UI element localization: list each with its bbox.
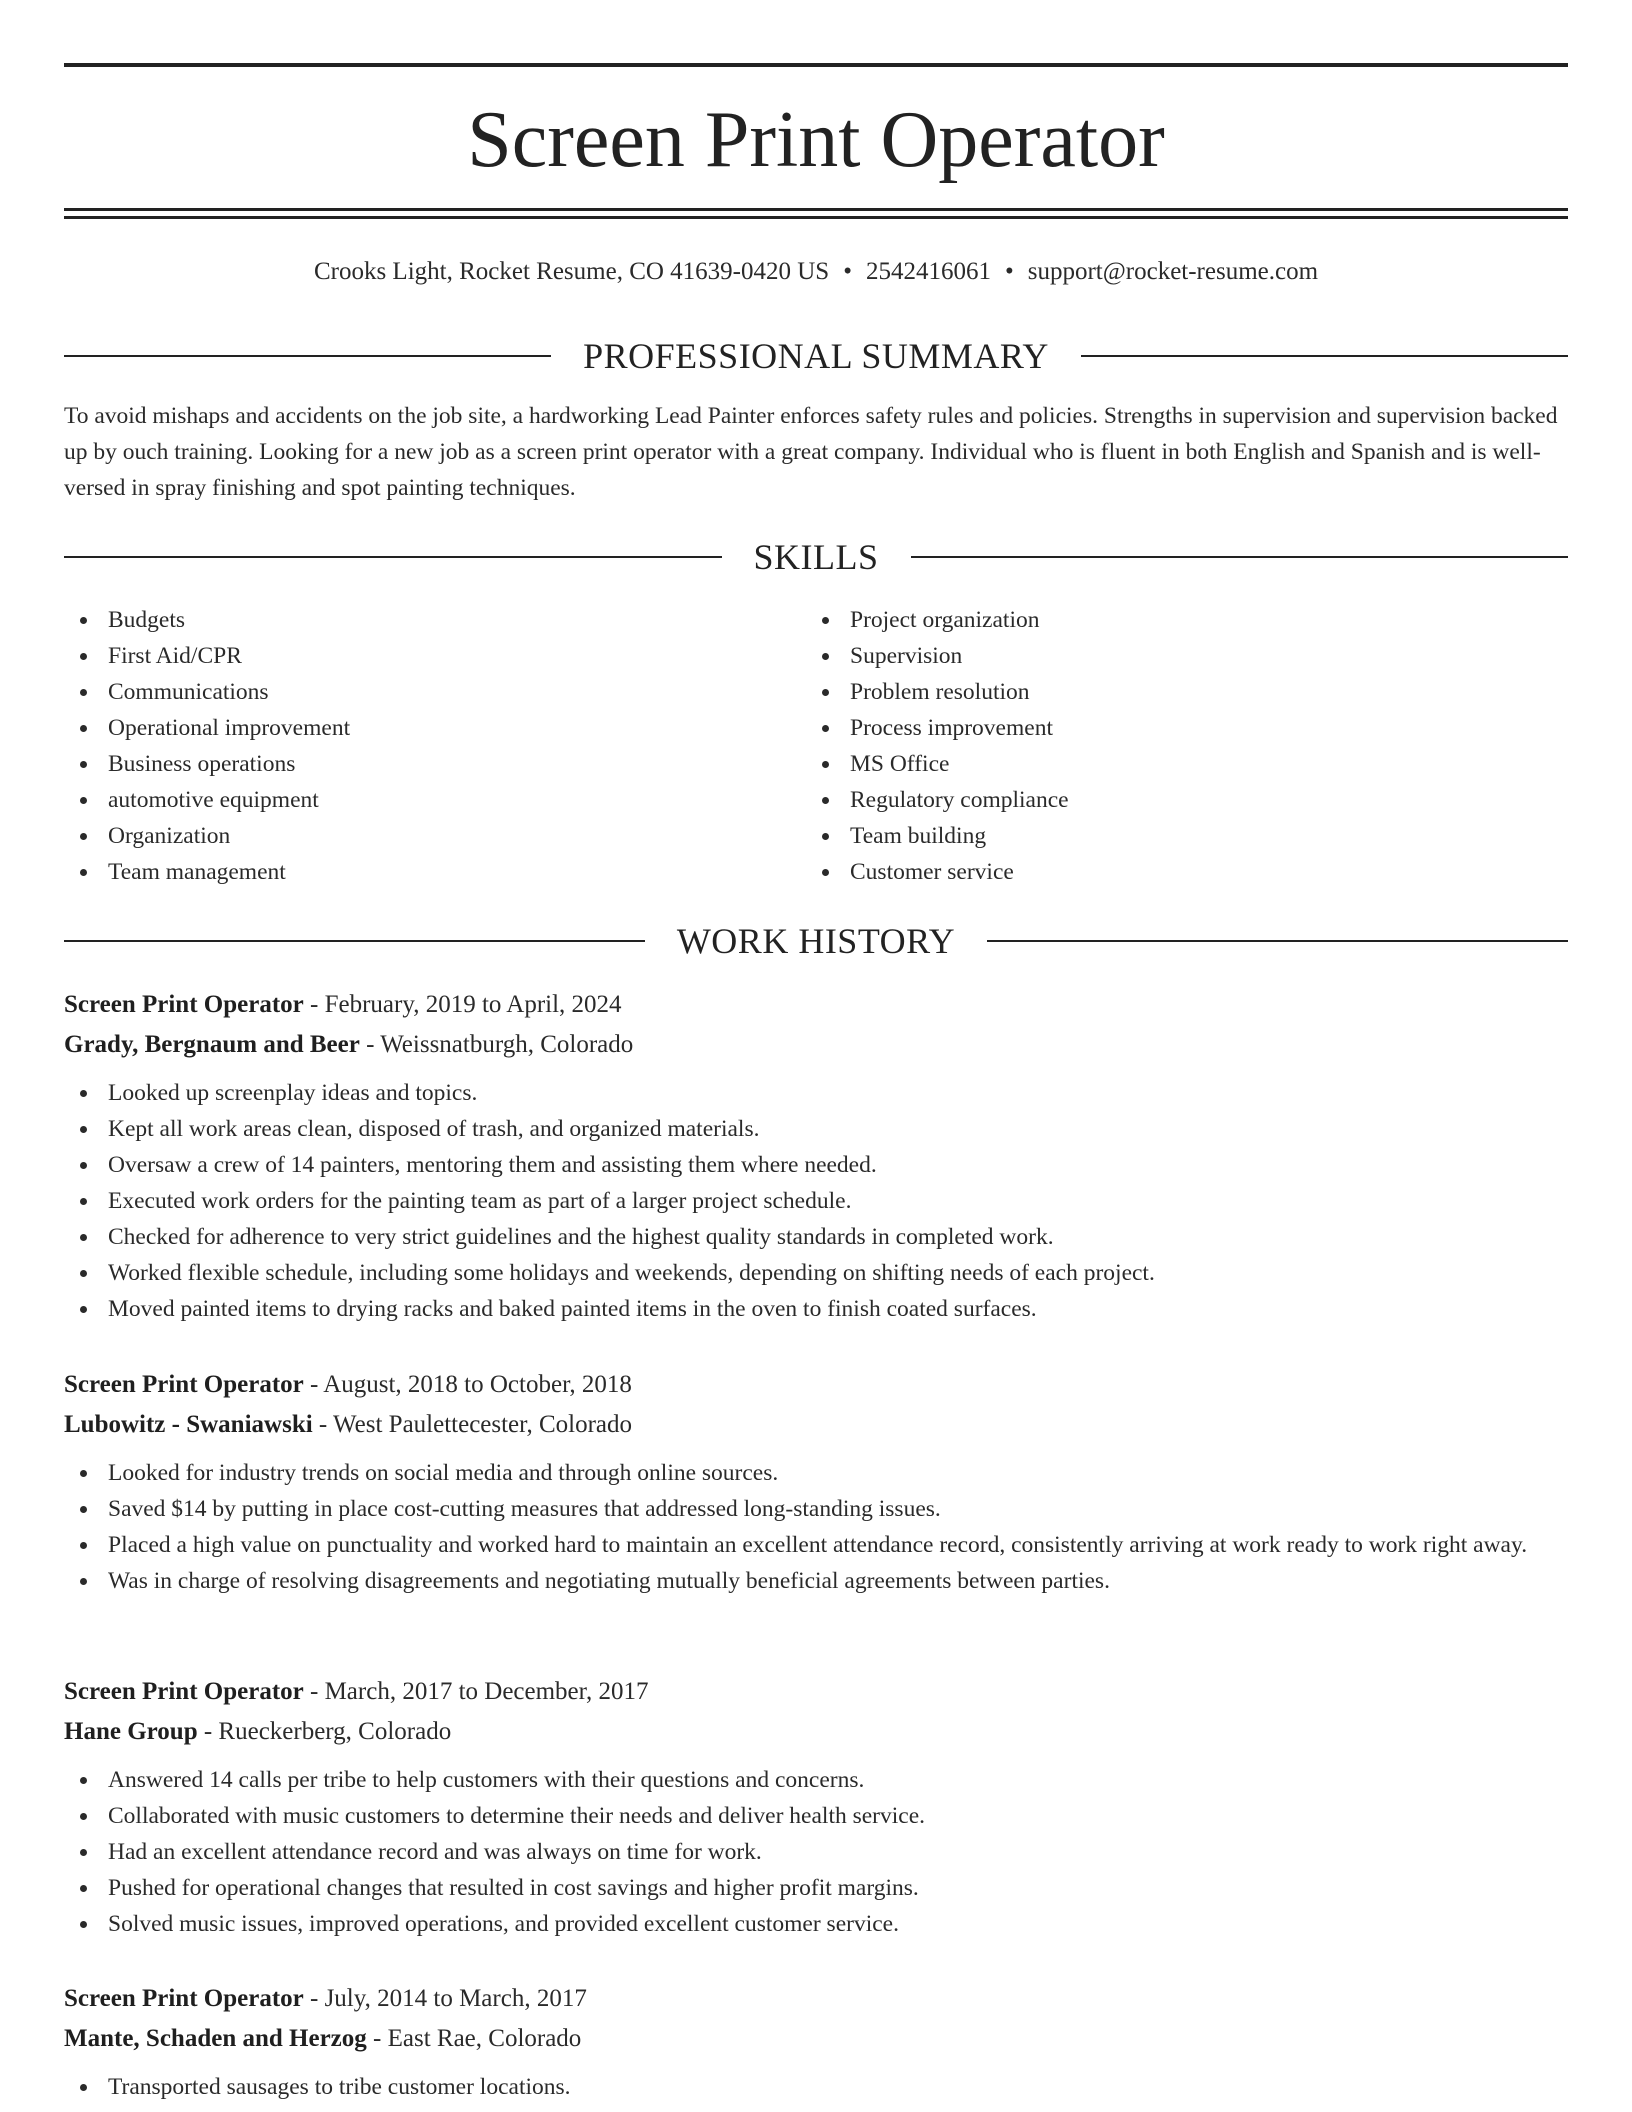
job-dates: - March, 2017 to December, 2017 bbox=[303, 1678, 649, 1705]
section-title: SKILLS bbox=[753, 537, 879, 577]
skill-item: Operational improvement bbox=[64, 710, 350, 746]
job-dates: - February, 2019 to April, 2024 bbox=[303, 991, 622, 1018]
job-bullet: Transported sausages to tribe customer locations. bbox=[64, 2069, 1568, 2105]
summary-text: To avoid mishaps and accidents on the job site, a hardworking Lead Painter enforces safety rules and policies. Strengths in supervision and supervision backed up by ouch training. Looking for a new job as a screen print operator with a great company. Individual who is fluent in both English and Spanish and is well-versed in spray finishing and spot painting techniques. bbox=[64, 403, 1558, 501]
heading-rule-left bbox=[64, 556, 722, 558]
job-entry bbox=[64, 1979, 1568, 2105]
skill-item: Project organization bbox=[806, 602, 1069, 638]
job-bullet: Had an excellent attendance record and was always on time for work. bbox=[64, 1834, 1568, 1870]
skill-item: Supervision bbox=[806, 638, 1069, 674]
job-bullet: Checked for adherence to very strict guidelines and the highest quality standards in completed work. bbox=[64, 1219, 1568, 1255]
job-title-line bbox=[64, 1365, 1568, 1405]
job-bullets bbox=[64, 1075, 1568, 1327]
job-bullet: Pushed for operational changes that resulted in cost savings and higher profit margins. bbox=[64, 1870, 1568, 1906]
job-bullet: Worked flexible schedule, including some holidays and weekends, depending on shifting needs of each project. bbox=[64, 1255, 1568, 1291]
job-dates: - August, 2018 to October, 2018 bbox=[303, 1371, 632, 1398]
job-entry bbox=[64, 1672, 1568, 1942]
contact-email: support@rocket-resume.com bbox=[1027, 258, 1319, 285]
job-company-line bbox=[64, 1405, 1568, 1445]
job-bullet: Looked up screenplay ideas and topics. bbox=[64, 1075, 1568, 1111]
job-company-line bbox=[64, 1025, 1568, 1065]
skill-item: automotive equipment bbox=[64, 782, 350, 818]
heading-rule-right bbox=[911, 556, 1569, 558]
heading-rule-left bbox=[64, 940, 645, 942]
job-title: Screen Print Operator bbox=[64, 1371, 304, 1398]
job-location: - Rueckerberg, Colorado bbox=[197, 1718, 452, 1745]
section-title: WORK HISTORY bbox=[676, 921, 956, 961]
skill-item: Budgets bbox=[64, 602, 350, 638]
job-title: Screen Print Operator bbox=[64, 1985, 304, 2012]
job-title-line bbox=[64, 1979, 1568, 2019]
job-title: Screen Print Operator bbox=[64, 1678, 304, 1705]
heading-rule-left bbox=[64, 355, 551, 357]
contact-phone: 2542416061 bbox=[865, 258, 991, 285]
contact-line bbox=[64, 254, 1568, 290]
job-bullet: Looked for industry trends on social media and through online sources. bbox=[64, 1455, 1568, 1491]
header-double-rule-lower bbox=[64, 216, 1568, 219]
job-dates: - July, 2014 to March, 2017 bbox=[303, 1985, 587, 2012]
job-bullet: Collaborated with music customers to determine their needs and deliver health service. bbox=[64, 1798, 1568, 1834]
contact-separator: • bbox=[843, 258, 852, 285]
skill-item: Team building bbox=[806, 818, 1069, 854]
skill-item: Communications bbox=[64, 674, 350, 710]
job-bullet: Placed a high value on punctuality and worked hard to maintain an excellent attendance record, consistently arriving at work ready to work right away. bbox=[64, 1527, 1568, 1563]
header-double-rule-upper bbox=[64, 208, 1568, 211]
job-location: - Weissnatburgh, Colorado bbox=[359, 1031, 634, 1058]
job-bullets bbox=[64, 1762, 1568, 1942]
job-bullet: Was in charge of resolving disagreements and negotiating mutually beneficial agreements between parties. bbox=[64, 1563, 1568, 1599]
job-bullets bbox=[64, 2069, 1568, 2105]
contact-address: Crooks Light, Rocket Resume, CO 41639-0420 US bbox=[313, 258, 830, 285]
job-company: Lubowitz - Swaniawski bbox=[64, 1411, 313, 1438]
contact-separator: • bbox=[1004, 258, 1014, 285]
skill-item: First Aid/CPR bbox=[64, 638, 350, 674]
section-title: PROFESSIONAL SUMMARY bbox=[583, 336, 1049, 376]
job-bullet: Kept all work areas clean, disposed of trash, and organized materials. bbox=[64, 1111, 1568, 1147]
job-location: - East Rae, Colorado bbox=[366, 2025, 582, 2052]
skills-list-right bbox=[806, 602, 1069, 890]
job-bullet: Executed work orders for the painting team as part of a larger project schedule. bbox=[64, 1183, 1568, 1219]
job-entry bbox=[64, 985, 1568, 1327]
job-bullet: Solved music issues, improved operations, and provided excellent customer service. bbox=[64, 1906, 1568, 1942]
job-bullet: Oversaw a crew of 14 painters, mentoring them and assisting them where needed. bbox=[64, 1147, 1568, 1183]
heading-rule-right bbox=[987, 940, 1568, 942]
section-heading-work-history bbox=[64, 919, 1568, 963]
skills-list-left bbox=[64, 602, 350, 890]
resume-title: Screen Print Operator bbox=[467, 96, 1165, 184]
job-location: - West Paulettecester, Colorado bbox=[312, 1411, 633, 1438]
heading-rule-right bbox=[1081, 355, 1568, 357]
section-heading-skills bbox=[64, 535, 1568, 579]
job-title-line bbox=[64, 1672, 1568, 1712]
job-title: Screen Print Operator bbox=[64, 991, 304, 1018]
job-company-line bbox=[64, 1712, 1568, 1752]
skill-item: Problem resolution bbox=[806, 674, 1069, 710]
job-company: Hane Group bbox=[64, 1718, 198, 1745]
skill-item: Process improvement bbox=[806, 710, 1069, 746]
section-heading-summary bbox=[64, 334, 1568, 378]
job-entry bbox=[64, 1365, 1568, 1599]
job-company: Grady, Bergnaum and Beer bbox=[64, 1031, 360, 1058]
skill-item: Customer service bbox=[806, 854, 1069, 890]
skill-item: MS Office bbox=[806, 746, 1069, 782]
job-bullet: Saved $14 by putting in place cost-cutting measures that addressed long-standing issues. bbox=[64, 1491, 1568, 1527]
job-bullet: Moved painted items to drying racks and baked painted items in the oven to finish coated surfaces. bbox=[64, 1291, 1568, 1327]
skill-item: Regulatory compliance bbox=[806, 782, 1069, 818]
job-bullets bbox=[64, 1455, 1568, 1599]
skill-item: Organization bbox=[64, 818, 350, 854]
job-company-line bbox=[64, 2019, 1568, 2059]
header-top-rule bbox=[64, 63, 1568, 67]
job-company: Mante, Schaden and Herzog bbox=[64, 2025, 367, 2052]
skill-item: Business operations bbox=[64, 746, 350, 782]
job-bullet: Answered 14 calls per tribe to help customers with their questions and concerns. bbox=[64, 1762, 1568, 1798]
skill-item: Team management bbox=[64, 854, 350, 890]
job-title-line bbox=[64, 985, 1568, 1025]
